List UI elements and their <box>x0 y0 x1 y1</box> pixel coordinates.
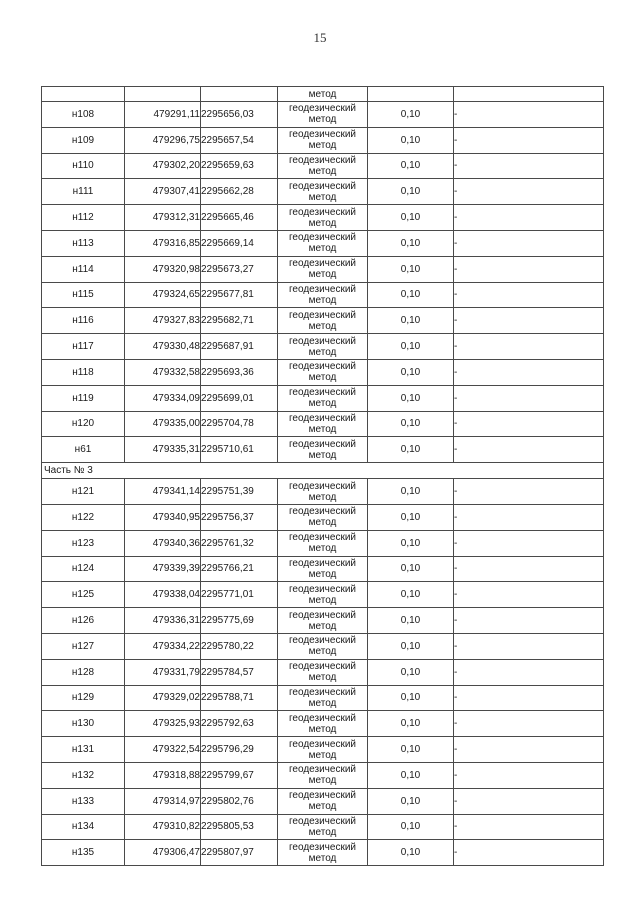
method-cell <box>278 608 368 634</box>
note-cell: - <box>454 608 604 634</box>
table-row <box>42 659 604 685</box>
method-cell <box>278 711 368 737</box>
x-coordinate: 479332,58 <box>125 359 201 385</box>
note-cell: - <box>454 711 604 737</box>
method-line-2: метод <box>308 672 337 684</box>
y-coordinate: 2295799,67 <box>201 762 278 788</box>
method-line-1: геодезический <box>289 815 356 827</box>
y-coordinate: 2295761,32 <box>201 530 278 556</box>
y-coordinate: 2295710,61 <box>201 437 278 463</box>
accuracy-cell: 0,10 <box>368 762 454 788</box>
accuracy-cell: 0,10 <box>368 479 454 505</box>
method-cell <box>278 282 368 308</box>
accuracy-cell: 0,10 <box>368 205 454 231</box>
note-cell: - <box>454 282 604 308</box>
method-line-2: метод <box>308 217 337 229</box>
method-cell <box>278 411 368 437</box>
table-row <box>42 359 604 385</box>
method-cell <box>278 230 368 256</box>
method-cell <box>278 762 368 788</box>
point-id: н126 <box>42 608 125 634</box>
accuracy-cell: 0,10 <box>368 840 454 866</box>
note-cell: - <box>454 633 604 659</box>
table-row <box>42 127 604 153</box>
method-cell <box>278 504 368 530</box>
x-coordinate: 479338,04 <box>125 582 201 608</box>
table-row <box>42 282 604 308</box>
method-cell <box>278 205 368 231</box>
note-cell: - <box>454 504 604 530</box>
point-id: н61 <box>42 437 125 463</box>
method-line-2: метод <box>308 594 337 606</box>
method-cell <box>278 256 368 282</box>
x-coordinate: 479322,54 <box>125 737 201 763</box>
point-id: н109 <box>42 127 125 153</box>
table-row <box>42 479 604 505</box>
y-coordinate: 2295699,01 <box>201 385 278 411</box>
method-line-1: геодезический <box>289 335 356 347</box>
method-line-2: метод <box>308 517 337 529</box>
note-cell: - <box>454 737 604 763</box>
page-number: 15 <box>313 30 327 45</box>
note-cell: - <box>454 530 604 556</box>
accuracy-cell: 0,10 <box>368 102 454 128</box>
coordinates-table <box>41 86 604 866</box>
method-line-1: геодезический <box>289 180 356 192</box>
accuracy-cell: 0,10 <box>368 814 454 840</box>
method-line-2: метод <box>308 749 337 761</box>
y-coordinate: 2295657,54 <box>201 127 278 153</box>
point-id: н134 <box>42 814 125 840</box>
method-line-1: геодезический <box>289 790 356 802</box>
method-line-2: метод <box>308 269 337 281</box>
method-line-2: метод <box>308 140 337 152</box>
y-coordinate: 2295751,39 <box>201 479 278 505</box>
table-row <box>42 814 604 840</box>
accuracy-cell: 0,10 <box>368 411 454 437</box>
note-cell: - <box>454 334 604 360</box>
method-cell <box>278 737 368 763</box>
point-id: н135 <box>42 840 125 866</box>
accuracy-cell: 0,10 <box>368 504 454 530</box>
accuracy-cell: 0,10 <box>368 308 454 334</box>
x-coordinate: 479314,97 <box>125 788 201 814</box>
accuracy-cell: 0,10 <box>368 737 454 763</box>
method-line-2: метод <box>308 398 337 410</box>
accuracy-cell: 0,10 <box>368 282 454 308</box>
y-coordinate: 2295682,71 <box>201 308 278 334</box>
method-line-2: метод <box>308 801 337 813</box>
point-id: н123 <box>42 530 125 556</box>
method-cell <box>278 840 368 866</box>
method-line-1: геодезический <box>289 583 356 595</box>
x-coordinate: 479324,65 <box>125 282 201 308</box>
accuracy-cell: 0,10 <box>368 659 454 685</box>
x-coordinate: 479339,39 <box>125 556 201 582</box>
table-row <box>42 411 604 437</box>
method-line-2: метод <box>308 775 337 787</box>
method-line-2: метод <box>308 568 337 580</box>
y-coordinate: 2295784,57 <box>201 659 278 685</box>
point-id: н128 <box>42 659 125 685</box>
method-line-1: геодезический <box>289 309 356 321</box>
x-coordinate: 479335,31 <box>125 437 201 463</box>
note-cell: - <box>454 153 604 179</box>
method-line-1: геодезический <box>289 129 356 141</box>
method-line-2: метод <box>308 723 337 735</box>
x-coordinate: 479329,02 <box>125 685 201 711</box>
note-cell: - <box>454 127 604 153</box>
table-row <box>42 385 604 411</box>
method-line-2: метод <box>308 646 337 658</box>
table-row <box>42 179 604 205</box>
note-cell: - <box>454 788 604 814</box>
method-cell <box>278 127 368 153</box>
accuracy-cell: 0,10 <box>368 127 454 153</box>
table-row <box>42 762 604 788</box>
method-cell <box>278 788 368 814</box>
note-cell: - <box>454 205 604 231</box>
x-coordinate: 479310,82 <box>125 814 201 840</box>
table-row <box>42 556 604 582</box>
method-cell <box>278 179 368 205</box>
method-line-2: метод <box>308 697 337 709</box>
method-line-1: геодезический <box>289 712 356 724</box>
method-line-1: геодезический <box>289 154 356 166</box>
method-line-1: геодезический <box>289 283 356 295</box>
accuracy-cell: 0,10 <box>368 788 454 814</box>
continued-row <box>42 87 604 102</box>
x-coordinate: 479320,98 <box>125 256 201 282</box>
x-coordinate: 479336,31 <box>125 608 201 634</box>
point-id: н116 <box>42 308 125 334</box>
point-id: н119 <box>42 385 125 411</box>
section-row <box>42 463 604 479</box>
method-line-1: геодезический <box>289 480 356 492</box>
point-id: н111 <box>42 179 125 205</box>
method-line-1: геодезический <box>289 764 356 776</box>
x-coordinate: 479334,22 <box>125 633 201 659</box>
point-id: н114 <box>42 256 125 282</box>
accuracy-cell: 0,10 <box>368 153 454 179</box>
accuracy-cell: 0,10 <box>368 530 454 556</box>
point-id: н110 <box>42 153 125 179</box>
method-line-2: метод <box>308 852 337 864</box>
y-coordinate: 2295656,03 <box>201 102 278 128</box>
table-row <box>42 308 604 334</box>
section-title: Часть № 3 <box>42 463 604 479</box>
method-line-1: геодезический <box>289 412 356 424</box>
x-coordinate: 479318,88 <box>125 762 201 788</box>
x-coordinate: 479340,36 <box>125 530 201 556</box>
method-line-1: геодезический <box>289 506 356 518</box>
table-row <box>42 205 604 231</box>
method-line-1: геодезический <box>289 532 356 544</box>
accuracy-cell: 0,10 <box>368 582 454 608</box>
method-cell: метод <box>278 87 368 102</box>
accuracy-cell: 0,10 <box>368 633 454 659</box>
x-coordinate: 479316,85 <box>125 230 201 256</box>
x-coordinate: 479330,48 <box>125 334 201 360</box>
method-line-1: геодезический <box>289 232 356 244</box>
point-id: н113 <box>42 230 125 256</box>
x-coordinate: 479306,47 <box>125 840 201 866</box>
method-line-1: геодезический <box>289 686 356 698</box>
y-coordinate: 2295775,69 <box>201 608 278 634</box>
accuracy-cell: 0,10 <box>368 711 454 737</box>
method-line-1: геодезический <box>289 103 356 115</box>
method-line-2: метод <box>308 449 337 461</box>
y-coordinate: 2295792,63 <box>201 711 278 737</box>
method-cell <box>278 633 368 659</box>
accuracy-cell: 0,10 <box>368 608 454 634</box>
method-line-2: метод <box>308 423 337 435</box>
table-row <box>42 334 604 360</box>
method-line-2: метод <box>308 114 337 126</box>
method-cell <box>278 359 368 385</box>
method-cell <box>278 437 368 463</box>
note-cell: - <box>454 230 604 256</box>
method-line-1: геодезический <box>289 609 356 621</box>
x-coordinate: 479325,93 <box>125 711 201 737</box>
note-cell: - <box>454 256 604 282</box>
point-id: н129 <box>42 685 125 711</box>
y-coordinate: 2295766,21 <box>201 556 278 582</box>
method-line-1: геодезический <box>289 661 356 673</box>
table-row <box>42 504 604 530</box>
y-coordinate: 2295771,01 <box>201 582 278 608</box>
method-line-1: геодезический <box>289 361 356 373</box>
point-id: н121 <box>42 479 125 505</box>
y-coordinate: 2295756,37 <box>201 504 278 530</box>
method-line-1: геодезический <box>289 438 356 450</box>
note-cell: - <box>454 437 604 463</box>
table-row <box>42 633 604 659</box>
table-row <box>42 230 604 256</box>
method-cell <box>278 685 368 711</box>
note-cell: - <box>454 582 604 608</box>
x-coordinate: 479327,83 <box>125 308 201 334</box>
note-cell: - <box>454 479 604 505</box>
point-id: н124 <box>42 556 125 582</box>
y-coordinate: 2295802,76 <box>201 788 278 814</box>
note-cell: - <box>454 840 604 866</box>
method-line-2: метод <box>308 346 337 358</box>
method-line-2: метод <box>308 294 337 306</box>
x-coordinate: 479331,79 <box>125 659 201 685</box>
point-id: н127 <box>42 633 125 659</box>
point-id: н130 <box>42 711 125 737</box>
y-coordinate: 2295807,97 <box>201 840 278 866</box>
note-cell: - <box>454 659 604 685</box>
accuracy-cell: 0,10 <box>368 385 454 411</box>
table-row <box>42 608 604 634</box>
x-coordinate: 479296,75 <box>125 127 201 153</box>
accuracy-cell: 0,10 <box>368 256 454 282</box>
note-cell: - <box>454 179 604 205</box>
accuracy-cell: 0,10 <box>368 179 454 205</box>
y-coordinate: 2295669,14 <box>201 230 278 256</box>
point-id: н131 <box>42 737 125 763</box>
point-id: н132 <box>42 762 125 788</box>
table-row <box>42 582 604 608</box>
method-line-1: геодезический <box>289 738 356 750</box>
method-cell <box>278 334 368 360</box>
y-coordinate: 2295662,28 <box>201 179 278 205</box>
note-cell: - <box>454 411 604 437</box>
table-row <box>42 737 604 763</box>
point-id: н112 <box>42 205 125 231</box>
method-cell <box>278 385 368 411</box>
y-coordinate: 2295665,46 <box>201 205 278 231</box>
method-line-2: метод <box>308 620 337 632</box>
point-id: н115 <box>42 282 125 308</box>
y-coordinate: 2295805,53 <box>201 814 278 840</box>
point-id: н125 <box>42 582 125 608</box>
note-cell: - <box>454 556 604 582</box>
accuracy-cell: 0,10 <box>368 556 454 582</box>
method-line-2: метод <box>308 165 337 177</box>
table-row <box>42 530 604 556</box>
point-id: н120 <box>42 411 125 437</box>
point-id: н108 <box>42 102 125 128</box>
y-coordinate: 2295659,63 <box>201 153 278 179</box>
method-cell <box>278 556 368 582</box>
accuracy-cell: 0,10 <box>368 230 454 256</box>
y-coordinate: 2295677,81 <box>201 282 278 308</box>
note-cell: - <box>454 762 604 788</box>
point-id: н133 <box>42 788 125 814</box>
method-cell <box>278 530 368 556</box>
note-cell: - <box>454 385 604 411</box>
point-id: н117 <box>42 334 125 360</box>
y-coordinate: 2295704,78 <box>201 411 278 437</box>
point-id: н122 <box>42 504 125 530</box>
x-coordinate: 479291,11 <box>125 102 201 128</box>
note-cell: - <box>454 685 604 711</box>
note-cell: - <box>454 308 604 334</box>
method-cell <box>278 153 368 179</box>
x-coordinate: 479302,20 <box>125 153 201 179</box>
note-cell: - <box>454 359 604 385</box>
x-coordinate: 479312,31 <box>125 205 201 231</box>
point-id: н118 <box>42 359 125 385</box>
y-coordinate: 2295788,71 <box>201 685 278 711</box>
method-cell <box>278 582 368 608</box>
method-line-2: метод <box>308 243 337 255</box>
accuracy-cell: 0,10 <box>368 437 454 463</box>
x-coordinate: 479335,00 <box>125 411 201 437</box>
method-line-1: геодезический <box>289 387 356 399</box>
method-line-2: метод <box>308 372 337 384</box>
method-line-2: метод <box>308 320 337 332</box>
method-line-1: геодезический <box>289 206 356 218</box>
accuracy-cell: 0,10 <box>368 685 454 711</box>
method-line-2: метод <box>308 826 337 838</box>
method-cell <box>278 479 368 505</box>
method-line-2: метод <box>308 491 337 503</box>
note-cell: - <box>454 102 604 128</box>
method-line-1: геодезический <box>289 258 356 270</box>
accuracy-cell: 0,10 <box>368 359 454 385</box>
x-coordinate: 479340,95 <box>125 504 201 530</box>
method-line-1: геодезический <box>289 557 356 569</box>
x-coordinate: 479341,14 <box>125 479 201 505</box>
method-cell <box>278 814 368 840</box>
method-cell <box>278 659 368 685</box>
y-coordinate: 2295780,22 <box>201 633 278 659</box>
y-coordinate: 2295796,29 <box>201 737 278 763</box>
method-line-1: геодезический <box>289 635 356 647</box>
table-row <box>42 153 604 179</box>
table-row <box>42 840 604 866</box>
table-row <box>42 102 604 128</box>
table-row <box>42 256 604 282</box>
y-coordinate: 2295673,27 <box>201 256 278 282</box>
y-coordinate: 2295687,91 <box>201 334 278 360</box>
table-row <box>42 788 604 814</box>
table-row <box>42 437 604 463</box>
table-row <box>42 685 604 711</box>
method-line-2: метод <box>308 191 337 203</box>
method-cell <box>278 308 368 334</box>
accuracy-cell: 0,10 <box>368 334 454 360</box>
y-coordinate: 2295693,36 <box>201 359 278 385</box>
x-coordinate: 479307,41 <box>125 179 201 205</box>
table-row <box>42 711 604 737</box>
x-coordinate: 479334,09 <box>125 385 201 411</box>
method-line-2: метод <box>308 543 337 555</box>
method-line-1: геодезический <box>289 841 356 853</box>
method-cell <box>278 102 368 128</box>
note-cell: - <box>454 814 604 840</box>
